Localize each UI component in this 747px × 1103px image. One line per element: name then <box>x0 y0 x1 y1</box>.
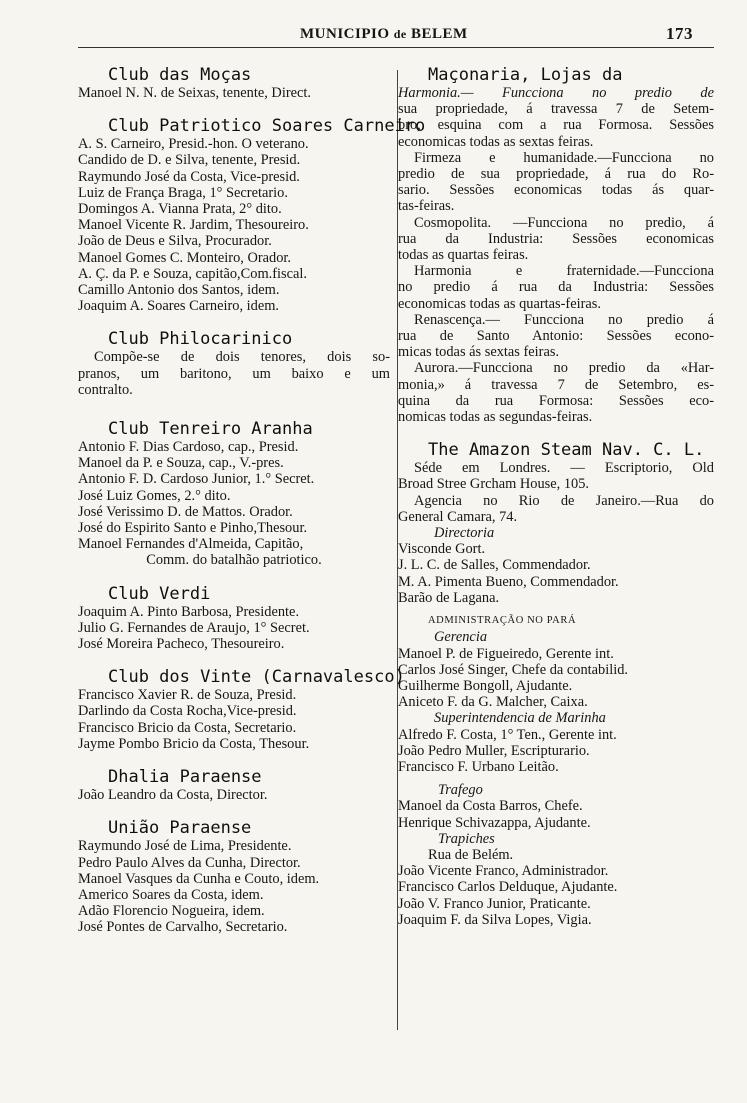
section-title: Club Tenreiro Aranha <box>108 419 313 440</box>
entry-line: Raymundo José da Costa, Vice-presid. <box>78 168 300 185</box>
entry-line: Manoel Fernandes d'Almeida, Capitão, <box>78 536 304 553</box>
entry-line: Francisco Carlos Delduque, Ajudante. <box>398 879 618 896</box>
entry-line: Francisco Bricio da Costa, Secretario. <box>78 719 297 736</box>
entry-line: Harmonia.— Funcciona no predio de <box>398 85 714 101</box>
entry-line: contralto. <box>78 381 133 398</box>
section-title: Maçonaria, Lojas da <box>428 65 623 85</box>
section-dhalia-paraense <box>78 768 390 803</box>
entry-line: Manoel da Costa Barros, Chefe. <box>398 798 583 815</box>
entry-line: Julio G. Fernandes de Araujo, 1° Secret. <box>78 619 310 636</box>
entry-line: Antonio F. D. Cardoso Junior, 1.° Secret. <box>78 471 315 488</box>
section-title: Dhalia Paraense <box>108 767 262 788</box>
entry-line: sua propriedade, á travessa 7 de Setem- <box>398 101 714 118</box>
entry-line: Alfredo F. Costa, 1° Ten., Gerente int. <box>398 726 617 743</box>
entry-line: J. L. C. de Salles, Commendador. <box>398 557 591 574</box>
entry-line: todas as quartas feiras. <box>398 247 529 264</box>
entry-line: A. S. Carneiro, Presid.-hon. O veterano. <box>78 136 309 153</box>
entry-line: Darlindo da Costa Rocha,Vice-presid. <box>78 703 297 720</box>
entry-line: Raymundo José de Lima, Presidente. <box>78 838 292 855</box>
entry-line: Guilherme Bongoll, Ajudante. <box>398 677 573 694</box>
subsection-label: Directoria <box>434 525 495 542</box>
entry-line: monia,» á travessa 7 de Setembro, es- <box>398 376 714 393</box>
entry-line: economicas todas as quartas-feiras. <box>398 295 601 312</box>
subsection-label: ADMINISTRAÇÃO NO PARÁ <box>428 615 577 627</box>
entry-line: predio de sua propriedade, á rua do Ro- <box>398 166 714 183</box>
entry-line: Manoel da P. e Souza, cap., V.-pres. <box>78 455 284 472</box>
subsection-label: Trafego <box>438 782 483 799</box>
section-club-das-mocas <box>78 66 390 101</box>
entry-line: José Luiz Gomes, 2.° dito. <box>78 487 231 504</box>
entry-line: no predio á rua da Industria: Sessões <box>398 279 714 296</box>
section-title: Club Verdi <box>108 583 211 604</box>
entry-line: A. Ç. da P. e Souza, capitão,Com.fiscal. <box>78 265 308 282</box>
page-number: 173 <box>666 24 693 43</box>
entry-line: Harmonia e fraternidade.—Funcciona <box>414 263 714 280</box>
entry-line: micas todas ás sextas feiras. <box>398 344 560 361</box>
entry-line: Carlos José Singer, Chefe da contabilid. <box>398 661 629 678</box>
entry-line: Séde em Londres. — Escriptorio, Old <box>414 460 714 477</box>
section-title: União Paraense <box>108 818 252 839</box>
entry-line: Aurora.—Funcciona no predio da «Har- <box>414 360 714 377</box>
section-club-soares-carneiro <box>78 116 426 315</box>
entry-line: bro, esquina com a rua Formosa. Sessões <box>398 117 714 134</box>
section-uniao-paraense <box>78 819 390 935</box>
entry-line: sario. Sessões economicas todas ás quar- <box>398 182 714 199</box>
subsection-label: Gerencia <box>434 629 488 646</box>
entry-line: Francisco Xavier R. de Souza, Presid. <box>78 687 297 704</box>
entry-line: Renascença.— Funcciona no predio á <box>414 311 714 328</box>
entry-line: Jayme Pombo Bricio da Costa, Thesour. <box>78 735 310 752</box>
entry-line: M. A. Pimenta Bueno, Commendador. <box>398 573 619 590</box>
entry-line: Manoel N. N. de Seixas, tenente, Direct. <box>78 85 311 101</box>
entry-line: Domingos A. Vianna Prata, 2° dito. <box>78 201 282 218</box>
running-head <box>270 24 693 46</box>
entry-line: Manoel Gomes C. Monteiro, Orador. <box>78 249 292 266</box>
entry-line: nomicas todas as segundas-feiras. <box>398 409 593 426</box>
entry-line: Visconde Gort. <box>398 541 486 558</box>
section-title: Club Patriotico Soares Carneiro <box>108 116 426 137</box>
entry-line: José Pontes de Carvalho, Secretario. <box>78 919 288 936</box>
entry-line: João V. Franco Junior, Praticante. <box>398 895 591 912</box>
entry-line: rua de Santo Antonio: Sessões econo- <box>398 328 714 345</box>
entry-line: Comm. do batalhão patriotico. <box>146 552 322 569</box>
entry-line: Compõe-se de dois tenores, dois so- <box>94 349 390 366</box>
entry-line: economicas todas as sextas feiras. <box>398 133 594 150</box>
section-title: Club dos Vinte (Carnavalesco) <box>108 667 405 688</box>
entry-line: João Vicente Franco, Administrador. <box>398 863 609 880</box>
section-club-philocarinico <box>78 330 390 398</box>
section-club-verdi <box>78 585 390 653</box>
entry-line: Manoel Vasques da Cunha e Couto, idem. <box>78 870 320 887</box>
section-club-tenreiro-aranha <box>78 420 390 569</box>
entry-line: Adão Florencio Nogueira, idem. <box>78 903 265 920</box>
entry-line: José do Espirito Santo e Pinho,Thesour. <box>78 520 308 537</box>
entry-line: Broad Stree Grcham House, 105. <box>398 476 590 493</box>
entry-line: Candido de D. e Silva, tenente, Presid. <box>78 152 301 169</box>
entry-line: Firmeza e humanidade.—Funcciona no <box>414 149 714 166</box>
entry-line: Agencia no Rio de Janeiro.—Rua do <box>414 492 714 509</box>
subsection-label: Trapiches <box>438 830 495 847</box>
entry-line: quina da rua Formosa: Sessões eco- <box>398 392 714 409</box>
section-maconaria <box>398 66 714 425</box>
entry-line: rua da Industria: Sessões economicas <box>398 230 714 247</box>
entry-line: Camillo Antonio dos Santos, idem. <box>78 282 280 299</box>
entry-line: Joaquim F. da Silva Lopes, Vigia. <box>398 911 592 928</box>
entry-line: Pedro Paulo Alves da Cunha, Director. <box>78 854 301 871</box>
entry-line: Henrique Schivazappa, Ajudante. <box>398 814 591 831</box>
subsection-label: Superintendencia de Marinha <box>434 710 606 727</box>
left-column <box>78 65 426 936</box>
entry-line: Aniceto F. da G. Malcher, Caixa. <box>398 694 588 711</box>
entry-line: Barão de Lagana. <box>398 589 500 606</box>
entry-line: Americo Soares da Costa, idem. <box>78 886 264 903</box>
section-amazon-steam <box>398 441 714 928</box>
entry-line: tas-feiras. <box>398 198 455 215</box>
section-club-dos-vinte <box>78 667 405 752</box>
entry-line: Antonio F. Dias Cardoso, cap., Presid. <box>78 439 299 456</box>
header-rule <box>78 47 714 48</box>
section-title: Club Philocarinico <box>108 329 293 350</box>
section-title: Club das Moças <box>108 65 252 85</box>
entry-line: João Leandro da Costa, Director. <box>78 787 268 804</box>
entry-line: Francisco F. Urbano Leitão. <box>398 758 559 775</box>
entry-line: João Pedro Muller, Escripturario. <box>398 742 590 759</box>
running-title: MUNICIPIO de BELEM <box>300 26 468 42</box>
entry-line: Manoel P. de Figueiredo, Gerente int. <box>398 645 614 662</box>
entry-line: Cosmopolita. —Funcciona no predio, á <box>414 214 714 231</box>
entry-line: Manoel Vicente R. Jardim, Thesoureiro. <box>78 217 309 234</box>
entry-line: João de Deus e Silva, Procurador. <box>78 233 272 250</box>
entry-line: José Moreira Pacheco, Thesoureiro. <box>78 636 285 653</box>
section-title: The Amazon Steam Nav. C. L. <box>428 440 705 461</box>
entry-line: Joaquim A. Pinto Barbosa, Presidente. <box>78 603 300 620</box>
entry-line: Luiz de França Braga, 1° Secretario. <box>78 184 288 201</box>
entry-line: José Verissimo D. de Mattos. Orador. <box>78 503 293 520</box>
right-column <box>398 66 714 928</box>
entry-line: pranos, um baritono, um baixo e um <box>78 365 390 382</box>
entry-line: Joaquim A. Soares Carneiro, idem. <box>78 298 280 315</box>
entry-line: General Camara, 74. <box>398 508 518 525</box>
entry-line: Rua de Belém. <box>428 846 514 863</box>
